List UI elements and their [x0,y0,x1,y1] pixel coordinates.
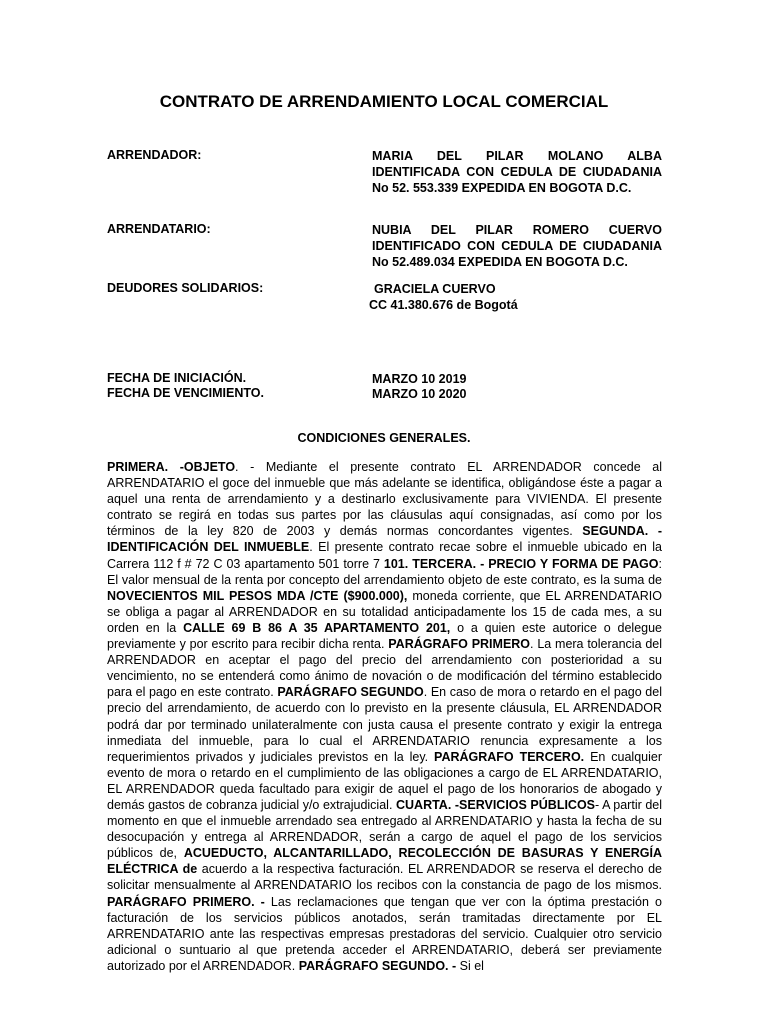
fecha-inicio-label: FECHA DE INICIACIÓN. [107,371,247,385]
deudores-name: GRACIELA CUERVO [374,282,496,296]
body-run: moneda corriente, que EL ARRENDATARIO se obliga a pagar al ARRENDADOR en su totalidad anticipadamente los 15 de cada mes, a su orden en la [107,588,662,635]
body-run-bold: CALLE 69 B 86 A 35 APARTAMENTO 201, [183,620,451,635]
fecha-vencimiento-value: MARZO 10 2020 [372,387,467,401]
body-run-bold: PARÁGRAFO PRIMERO. - [107,894,265,909]
body-run-bold: ACUEDUCTO, ALCANTARILLADO, RECOLECCIÓN DE BASURAS Y ENERGÍA ELÉCTRICA de [107,846,663,877]
body-run: - A partir del momento en que el inmueble arrendado sea entregado al ARRENDATARIO y hasta la fecha de su desocupación y entrega al ARRENDADOR, serán a cargo de aquel el pago de los servicios públicos de, [107,797,662,861]
body-run-bold: CUARTA. -SERVICIOS PÚBLICOS [395,797,596,812]
body-run-bold: NOVECIENTOS MIL PESOS MDA /CTE ($900.000), [107,588,408,603]
body-run-bold: PRIMERA. -OBJETO [107,460,236,474]
body-run-bold: PARÁGRAFO PRIMERO [388,637,531,652]
body-run-bold: PARÁGRAFO SEGUNDO [277,685,424,700]
deudores-cc: CC 41.380.676 de Bogotá [369,298,518,312]
body-run: . En caso de mora o retardo en el pago del precio del arrendamiento, de acuerdo con lo previsto en la presente cláusula, EL ARRENDADOR podrá dar por terminado unilateralmente con justa causa el presente contrato y exigir la entrega inmediata del inmueble, para lo cual el ARRENDATARIO renuncia expresamente a los requerimientos privados y judiciales previstos en la ley. [107,685,662,764]
body-run: . El presente contrato recae sobre el inmueble ubicado en la Carrera 112 f # 72 C 03 apartamento 501 torre 7 [107,540,662,571]
body-run: En cualquier evento de mora o retardo en el cumplimiento de las obligaciones a cargo de EL ARRENDATARIO, EL ARRENDADOR queda facultado para exigir de aquel el pago de los honorarios de abogado y demás gastos de cobranza judicial y/o extrajudicial. [107,749,662,812]
body-run-bold: 101. TERCERA. - PRECIO Y FORMA DE PAGO [383,556,659,571]
fecha-inicio-value: MARZO 10 2019 [372,372,467,386]
document-title: CONTRATO DE ARRENDAMIENTO LOCAL COMERCIAL [159,92,609,111]
body-run: . La mera tolerancia del ARRENDADOR en aceptar el pago del precio del arrendamiento con posterioridad a su vencimiento, no se entenderá como ánimo de novación o de modificación del término establecido para el pago en este contrato. [107,637,663,700]
section-title: CONDICIONES GENERALES. [297,431,471,445]
body-run: Si el [456,958,484,973]
contract-body [107,459,662,974]
body-run-bold: SEGUNDA. - IDENTIFICACIÓN DEL INMUEBLE [107,524,662,555]
arrendador-label: ARRENDADOR: [107,148,202,162]
arrendador-value: MARIA DEL PILAR MOLANO ALBA IDENTIFICADA CON CEDULA DE CIUDADANIA No 52. 553.339 EXPEDIDA EN BOGOTA D.C. [372,149,662,195]
deudores-label: DEUDORES SOLIDARIOS: [107,281,264,295]
arrendatario-label: ARRENDATARIO: [107,222,211,236]
body-run: Las reclamaciones que tengan que ver con la óptima prestación o facturación de los servicios públicos anotados, serán tramitadas directamente por EL ARRENDATARIO ante las respectivas empresas prestadoras del servicio. Cualquier otro servicio adicional o suntuario al que pretenda acceder el ARRENDATARIO, deberá ser previamente autorizado por el ARRENDADOR. [107,894,663,973]
body-run-bold: PARÁGRAFO TERCERO. [434,749,585,764]
fecha-vencimiento-label: FECHA DE VENCIMIENTO. [107,386,264,400]
body-run: o a quien este autorice o delegue previamente y por escrito para recibir dicha renta. [107,620,663,652]
body-run-bold: PARÁGRAFO SEGUNDO. - [298,958,457,973]
body-run: . - Mediante el presente contrato EL ARRENDADOR concede al ARRENDATARIO el goce del inmueble que más adelante se identifica, obligándose éste a pagar a aquel una renta de arrendamiento y a destinarlo exclusivamente para VIVIENDA. El presente contrato se regirá en todas sus partes por las cláusulas aquí consignadas, así como por los términos de la ley 820 de 2003 y demás normas concordantes vigentes. [107,460,662,539]
arrendatario-value: NUBIA DEL PILAR ROMERO CUERVO IDENTIFICADO CON CEDULA DE CIUDADANIA No 52.489.034 EXPEDIDA EN BOGOTA D.C. [372,223,662,269]
body-run: : El valor mensual de la renta por concepto del arrendamiento objeto de este contrato, es la suma de [107,556,662,587]
body-run: acuerdo a la respectiva facturación. EL ARRENDADOR se reserva el derecho de solicitar mensualmente al ARRENDATARIO los recibos con la constancia de pago de los mismos. [107,862,662,893]
